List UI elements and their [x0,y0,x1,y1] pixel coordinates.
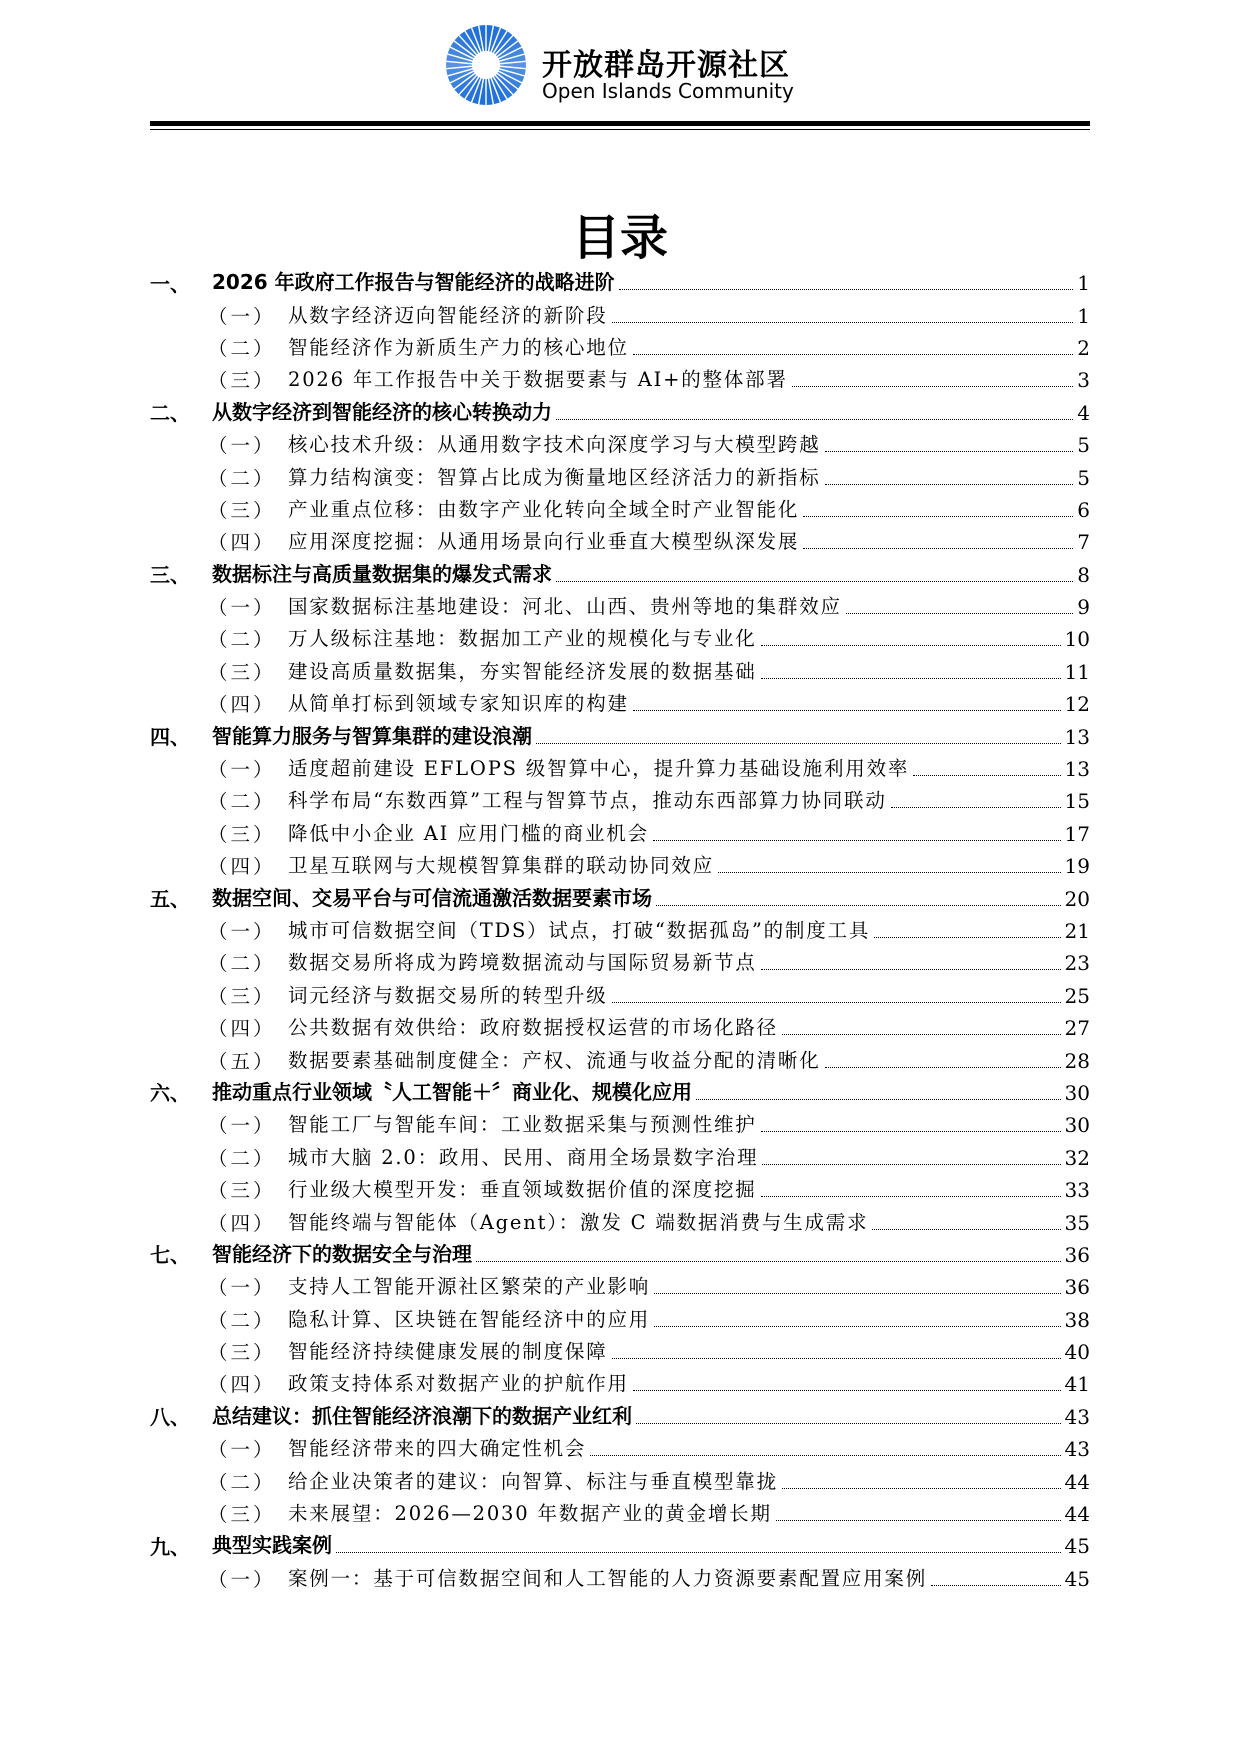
page-number: 9 [1077,595,1090,620]
page-number: 1 [1077,271,1090,296]
toc-section-row[interactable] [150,1562,1090,1594]
dot-leader [782,1034,1061,1035]
toc-section-row[interactable] [150,979,1090,1011]
toc-section-row[interactable] [150,1497,1090,1529]
section-title: 城市可信数据空间（TDS）试点，打破“数据孤岛”的制度工具 [288,919,871,942]
section-number: （二） [208,1146,276,1170]
toc-chapter-row[interactable] [150,1238,1090,1270]
dot-leader [891,807,1061,808]
chapter-title: 总结建议：抓住智能经济浪潮下的数据产业红利 [212,1403,632,1428]
page-number: 38 [1064,1307,1090,1332]
chapter-number: 二、 [150,401,190,426]
toc-section-row[interactable] [150,1173,1090,1205]
toc-entry-body [288,658,1090,684]
toc-section-row[interactable] [150,914,1090,946]
toc-section-row[interactable] [150,590,1090,622]
toc-entry-body [288,334,1090,360]
dot-leader [590,1455,1060,1456]
chapter-title: 智能算力服务与智算集群的建设浪潮 [212,723,532,748]
page-number: 5 [1077,465,1090,490]
page-header [0,0,1240,140]
section-title: 给企业决策者的建议：向智算、标注与垂直模型靠拢 [288,1469,778,1493]
section-number: （一） [208,920,276,943]
chapter-title: 2026 年政府工作报告与智能经济的战略进阶 [212,270,615,295]
dot-leader [633,1390,1061,1391]
toc-section-row[interactable] [150,784,1090,816]
toc-entry-body [288,366,1090,392]
toc-entry-body [288,820,1090,846]
toc-section-row[interactable] [150,1464,1090,1496]
page-number: 44 [1064,1469,1090,1494]
toc-entry-body [288,1468,1090,1494]
page-number: 19 [1064,854,1090,879]
toc-entry-body [288,852,1090,878]
toc-entry-body [288,1111,1090,1137]
section-title: 智能工厂与智能车间：工业数据采集与预测性维护 [288,1113,757,1137]
toc-entry-body [212,561,1090,587]
dot-leader [718,872,1061,873]
dot-leader [792,386,1074,387]
toc-entry-body [288,625,1090,651]
toc-entry-body [288,787,1090,813]
section-number: （三） [208,822,276,846]
section-number: （一） [208,1567,276,1591]
section-title: 未来展望：2026—2030 年数据产业的黄金增长期 [288,1502,772,1526]
dot-leader [846,613,1073,614]
section-number: （二） [208,466,276,490]
section-title: 降低中小企业 AI 应用门槛的商业机会 [288,821,649,845]
chapter-number: 九、 [150,1534,190,1559]
section-number: （一） [208,1114,276,1138]
toc-section-row[interactable] [150,1141,1090,1173]
toc-section-row[interactable] [150,1367,1090,1399]
section-number: （一） [208,596,276,620]
dot-leader [636,1423,1061,1424]
dot-leader [612,1358,1061,1359]
dot-leader [761,678,1061,679]
page-number: 30 [1064,1080,1090,1105]
section-title: 应用深度挖掘：从通用场景向行业垂直大模型纵深发展 [288,530,800,554]
toc-entry-body [288,1306,1090,1332]
section-title: 国家数据标注基地建设：河北、山西、贵州等地的集群效应 [288,595,842,619]
section-number: （一） [208,758,276,782]
page-number: 11 [1064,659,1090,684]
section-number: （二） [208,952,276,976]
toc-chapter-row[interactable] [150,558,1090,590]
chapter-title: 推动重点行业领域〝人工智能＋〞商业化、规模化应用 [212,1079,692,1104]
section-title: 2026 年工作报告中关于数据要素与 AI+的整体部署 [288,368,788,392]
toc-section-row[interactable] [150,1335,1090,1367]
section-title: 数据要素基础制度健全：产权、流通与收益分配的清晰化 [288,1048,821,1072]
dot-leader [612,1002,1061,1003]
toc-section-row[interactable] [150,298,1090,330]
dot-leader [825,451,1074,452]
toc-entry-body [288,1565,1090,1591]
section-title: 万人级标注基地：数据加工产业的规模化与专业化 [288,627,757,651]
toc-entry-body [288,1273,1090,1299]
toc-entry-body [288,755,1090,781]
section-title: 智能终端与智能体（Agent）：激发 C 端数据消费与生成需求 [288,1210,869,1234]
dot-leader [656,905,1061,906]
page-number: 44 [1064,1502,1090,1527]
toc-section-row[interactable] [150,655,1090,687]
toc-section-row[interactable] [150,752,1090,784]
dot-leader [633,354,1073,355]
page-number: 32 [1064,1145,1090,1170]
section-title: 核心技术升级：从通用数字技术向深度学习与大模型跨越 [288,433,821,457]
toc-entry-body [288,528,1090,554]
toc-chapter-row[interactable] [150,1076,1090,1108]
sunburst-logo-icon [438,24,534,106]
section-title: 数据交易所将成为跨境数据流动与国际贸易新节点 [288,951,757,975]
toc-chapter-row[interactable] [150,396,1090,428]
section-title: 从简单打标到领域专家知识库的构建 [288,692,629,716]
page-number: 7 [1077,530,1090,555]
toc-section-row[interactable] [150,622,1090,654]
page-number: 45 [1064,1566,1090,1591]
header-rule-thick [150,121,1090,126]
toc-entry-body [288,1435,1090,1461]
section-number: （三） [208,498,276,522]
dot-leader [654,1326,1060,1327]
page-number: 21 [1064,919,1090,943]
toc-section-row[interactable] [150,1432,1090,1464]
dot-leader [761,969,1061,970]
section-title: 隐私计算、区块链在智能经济中的应用 [288,1307,651,1331]
toc-entry-body [288,1014,1090,1040]
section-number: （一） [208,1276,276,1300]
dot-leader [761,1196,1061,1197]
section-number: （三） [208,1341,276,1365]
page-number: 12 [1064,692,1090,717]
toc-entry-body [288,982,1090,1008]
page-number: 28 [1064,1048,1090,1073]
section-number: （一） [208,304,276,328]
dot-leader [336,1552,1061,1553]
section-title: 支持人工智能开源社区繁荣的产业影响 [288,1275,651,1299]
dot-leader [654,1293,1060,1294]
toc-section-row[interactable] [150,428,1090,460]
toc-title: 目录 [571,210,668,266]
section-number: （三） [208,369,276,393]
toc-chapter-row[interactable] [150,1529,1090,1561]
section-number: （二） [208,1470,276,1494]
dot-leader [803,516,1073,517]
section-number: （三） [208,984,276,1008]
dot-leader [874,937,1060,938]
toc-section-row[interactable] [150,1303,1090,1335]
toc-section-row[interactable] [150,687,1090,719]
page-number: 43 [1064,1404,1090,1429]
toc-section-row[interactable] [150,331,1090,363]
page-number: 6 [1077,497,1090,522]
toc-chapter-row[interactable] [150,719,1090,751]
toc-section-row[interactable] [150,493,1090,525]
dot-leader [762,1164,1060,1165]
chapter-number: 三、 [150,563,190,588]
page-number: 13 [1064,757,1090,782]
chapter-title: 从数字经济到智能经济的核心转换动力 [212,399,552,424]
page-number: 10 [1064,627,1090,652]
chapter-number: 七、 [150,1243,190,1268]
toc-entry-body [288,690,1090,716]
dot-leader [825,484,1074,485]
dot-leader [776,1520,1061,1521]
toc-entry-body [288,1047,1090,1073]
toc-entry-body [212,269,1090,295]
page-number: 33 [1064,1178,1090,1203]
section-title: 案例一：基于可信数据空间和人工智能的人力资源要素配置应用案例 [288,1566,928,1590]
toc-entry-body [212,399,1090,425]
section-number: （四） [208,1373,276,1397]
chapter-title: 典型实践案例 [212,1533,332,1558]
dot-leader [612,322,1074,323]
dot-leader [536,743,1061,744]
toc-entry-body [212,1241,1090,1267]
section-title: 政策支持体系对数据产业的护航作用 [288,1372,629,1396]
page-number: 41 [1064,1372,1090,1397]
dot-leader [913,775,1060,776]
chapter-title: 数据空间、交易平台与可信流通激活数据要素市场 [212,885,652,910]
toc-section-row[interactable] [150,363,1090,395]
page-number: 13 [1064,724,1090,749]
dot-leader [872,1229,1060,1230]
page-number: 2 [1077,335,1090,360]
page-number: 15 [1064,789,1090,814]
chapter-title: 智能经济下的数据安全与治理 [212,1241,472,1266]
page-number: 36 [1064,1275,1090,1300]
toc-section-row[interactable] [150,946,1090,978]
chapter-title: 数据标注与高质量数据集的爆发式需求 [212,561,552,586]
chapter-number: 四、 [150,725,190,750]
header-rule-thin [150,129,1090,130]
section-title: 卫星互联网与大规模智算集群的联动协同效应 [288,854,715,878]
toc-entry-body [288,464,1090,490]
dot-leader [931,1585,1061,1586]
section-number: （二） [208,336,276,360]
toc-entry-body [212,1532,1090,1558]
section-number: （五） [208,1049,276,1073]
section-title: 公共数据有效供给：政府数据授权运营的市场化路径 [288,1016,778,1040]
page-number: 27 [1064,1016,1090,1041]
toc-section-row[interactable] [150,1043,1090,1075]
page-number: 43 [1064,1437,1090,1462]
dot-leader [803,548,1073,549]
org-name-en: Open Islands Community [542,79,794,103]
table-of-contents [150,266,1090,1594]
page-number: 8 [1077,562,1090,587]
toc-entry-body [288,1209,1090,1235]
dot-leader [782,1488,1061,1489]
section-number: （一） [208,1438,276,1462]
toc-section-row[interactable] [150,817,1090,849]
page-number: 3 [1077,368,1090,393]
toc-entry-body [288,949,1090,975]
chapter-number: 一、 [150,271,190,296]
page-number: 40 [1064,1340,1090,1365]
toc-entry-body [212,1079,1090,1105]
chapter-number: 五、 [150,887,190,912]
dot-leader [556,419,1073,420]
toc-entry-body [288,1176,1090,1202]
toc-entry-body [212,1403,1090,1429]
section-number: （二） [208,1308,276,1332]
page-number: 4 [1077,400,1090,425]
dot-leader [633,710,1061,711]
page-number: 23 [1064,951,1090,976]
section-number: （二） [208,790,276,814]
section-title: 适度超前建设 EFLOPS 级智算中心，提升算力基础设施利用效率 [288,757,910,781]
toc-chapter-row[interactable] [150,881,1090,913]
section-title: 产业重点位移：由数字产业化转向全域全时产业智能化 [288,497,800,521]
page-number: 20 [1064,886,1090,911]
toc-section-row[interactable] [150,1270,1090,1302]
page-number: 5 [1077,433,1090,458]
toc-entry-body [288,1338,1090,1364]
toc-entry-body [288,1500,1090,1526]
toc-section-row[interactable] [150,1108,1090,1140]
section-number: （三） [208,660,276,684]
section-number: （四） [208,693,276,717]
page-number: 17 [1064,821,1090,846]
section-title: 智能经济作为新质生产力的核心地位 [288,335,629,359]
toc-entry-body [288,431,1090,457]
toc-entry-body [288,302,1090,328]
section-number: （三） [208,1503,276,1527]
toc-section-row[interactable] [150,849,1090,881]
toc-entry-body [288,496,1090,522]
page-number: 45 [1064,1534,1090,1559]
page-number: 30 [1064,1113,1090,1138]
toc-section-row[interactable] [150,525,1090,557]
dot-leader [556,581,1073,582]
section-title: 词元经济与数据交易所的转型升级 [288,983,608,1007]
toc-entry-body [212,723,1090,749]
toc-section-row[interactable] [150,1205,1090,1237]
dot-leader [696,1099,1061,1100]
section-title: 算力结构演变：智算占比成为衡量地区经济活力的新指标 [288,465,821,489]
dot-leader [761,1131,1061,1132]
section-title: 建设高质量数据集，夯实智能经济发展的数据基础 [288,659,757,683]
chapter-number: 八、 [150,1405,190,1430]
section-number: （四） [208,531,276,555]
toc-entry-body [288,917,1090,943]
dot-leader [761,645,1061,646]
dot-leader [619,289,1074,290]
toc-chapter-row[interactable] [150,1400,1090,1432]
toc-entry-body [288,1144,1090,1170]
toc-entry-body [212,885,1090,911]
chapter-number: 六、 [150,1081,190,1106]
section-number: （二） [208,628,276,652]
toc-entry-body [288,1370,1090,1396]
dot-leader [653,840,1061,841]
section-number: （四） [208,1017,276,1041]
section-title: 城市大脑 2.0：政用、民用、商用全场景数字治理 [288,1145,759,1169]
page-number: 36 [1064,1242,1090,1267]
page-number: 1 [1077,303,1090,328]
toc-entry-body [288,593,1090,619]
page-number: 35 [1064,1210,1090,1235]
section-number: （一） [208,434,276,458]
toc-section-row[interactable] [150,1011,1090,1043]
page-number: 25 [1064,983,1090,1008]
dot-leader [825,1067,1061,1068]
section-title: 科学布局“东数西算”工程与智算节点，推动东西部算力协同联动 [288,789,887,813]
section-title: 智能经济带来的四大确定性机会 [288,1437,587,1461]
dot-leader [476,1261,1061,1262]
section-title: 从数字经济迈向智能经济的新阶段 [288,303,608,327]
section-title: 行业级大模型开发：垂直领域数据价值的深度挖掘 [288,1178,757,1202]
toc-chapter-row[interactable] [150,266,1090,298]
section-number: （四） [208,1211,276,1235]
toc-section-row[interactable] [150,460,1090,492]
section-number: （三） [208,1179,276,1203]
section-number: （四） [208,855,276,879]
org-name-cn: 开放群岛开源社区 [542,48,790,83]
section-title: 智能经济持续健康发展的制度保障 [288,1340,608,1364]
